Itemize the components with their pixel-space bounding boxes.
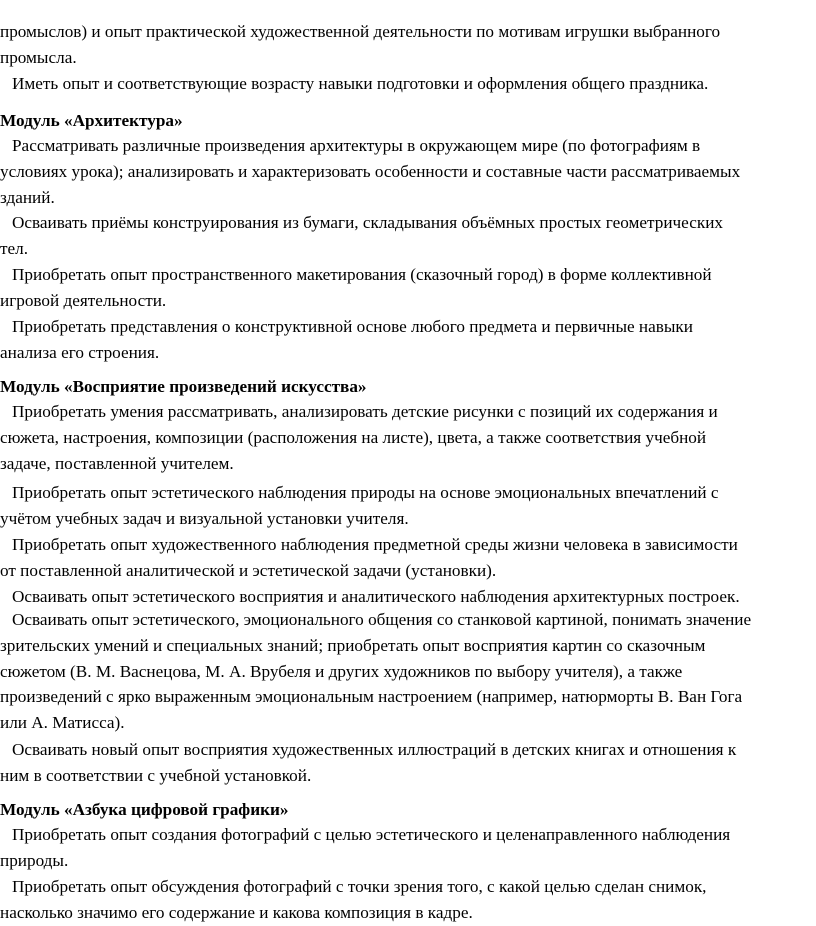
text-line: Осваивать новый опыт восприятия художественных иллюстраций в детских книгах и отношения к <box>12 740 737 759</box>
text-line: промыслов) и опыт практической художественной деятельности по мотивам игрушки выбранного <box>0 22 721 41</box>
text-line: тел. <box>0 238 29 258</box>
section-heading-architecture <box>0 108 812 134</box>
text-line: сюжетом (В. М. Васнецова, М. А. Врубеля и других художников по выбору учителя), а также <box>0 661 683 681</box>
architecture-paragraph-3 <box>0 262 812 314</box>
perception-paragraph-1 <box>0 399 812 476</box>
heading-text: Модуль «Азбука цифровой графики» <box>0 800 289 819</box>
architecture-paragraph-4 <box>0 314 812 366</box>
text-line: произведений с ярко выраженным эмоциональным настроением (например, натюрморты В. Ван Гога <box>0 687 743 707</box>
text-line: игровой деятельности. <box>0 290 167 310</box>
perception-paragraph-2 <box>0 480 812 532</box>
section-heading-digital <box>0 797 812 823</box>
text-line: Осваивать приёмы конструирования из бумаги, складывания объёмных простых геометрических <box>12 213 723 232</box>
perception-paragraph-5 <box>0 607 812 736</box>
perception-paragraph-4 <box>0 584 812 610</box>
section-heading-perception <box>0 374 812 400</box>
architecture-paragraph-2 <box>0 210 812 262</box>
text-line: или А. Матисса). <box>0 713 125 733</box>
text-line: учётом учебных задач и визуальной установки учителя. <box>0 508 409 528</box>
architecture-paragraph-1 <box>0 133 812 210</box>
text-line: Иметь опыт и соответствующие возрасту навыки подготовки и оформления общего праздника. <box>12 74 709 93</box>
text-line: сюжета, настроения, композиции (расположения на листе), цвета, а также соответствия учебной <box>0 427 707 447</box>
perception-paragraph-3 <box>0 532 812 584</box>
text-line: промысла. <box>0 47 77 67</box>
intro-paragraph-1 <box>0 19 812 71</box>
text-line: Рассматривать различные произведения архитектуры в окружающем мире (по фотографиям в <box>12 136 701 155</box>
heading-text: Модуль «Архитектура» <box>0 111 183 130</box>
text-line: Приобретать опыт художественного наблюдения предметной среды жизни человека в зависимости <box>12 535 738 554</box>
text-line: Приобретать представления о конструктивной основе любого предмета и первичные навыки <box>12 317 693 336</box>
text-line: Приобретать опыт пространственного макетирования (сказочный город) в форме коллективной <box>12 265 712 284</box>
text-line: анализа его строения. <box>0 342 160 362</box>
text-line: Приобретать умения рассматривать, анализировать детские рисунки с позиций их содержания и <box>12 402 718 421</box>
text-line: Приобретать опыт эстетического наблюдения природы на основе эмоциональных впечатлений с <box>12 483 719 502</box>
text-line: от поставленной аналитической и эстетической задачи (установки). <box>0 560 497 580</box>
text-line: условиях урока); анализировать и характеризовать особенности и составные части рассматриваемых <box>0 161 741 181</box>
text-line: Осваивать опыт эстетического восприятия и аналитического наблюдения архитектурных построек. <box>12 587 740 606</box>
perception-paragraph-6 <box>0 737 812 789</box>
text-line: Приобретать опыт обсуждения фотографий с точки зрения того, с какой целью сделан снимок, <box>12 877 707 896</box>
text-line: зрительских умений и специальных знаний; приобретать опыт восприятия картин со сказочным <box>0 635 706 655</box>
text-line: задаче, поставленной учителем. <box>0 453 234 473</box>
text-line: Приобретать опыт создания фотографий с целью эстетического и целенаправленного наблюдения <box>12 825 731 844</box>
heading-text: Модуль «Восприятие произведений искусства» <box>0 377 367 396</box>
text-line: насколько значимо его содержание и какова композиция в кадре. <box>0 902 473 922</box>
text-line: зданий. <box>0 187 55 207</box>
text-line: Осваивать опыт эстетического, эмоционального общения со станковой картиной, понимать значение <box>12 610 752 629</box>
intro-paragraph-2 <box>0 71 812 97</box>
text-line: природы. <box>0 850 69 870</box>
text-line: ним в соответствии с учебной установкой. <box>0 765 312 785</box>
digital-paragraph-2 <box>0 874 812 926</box>
digital-paragraph-1 <box>0 822 812 874</box>
